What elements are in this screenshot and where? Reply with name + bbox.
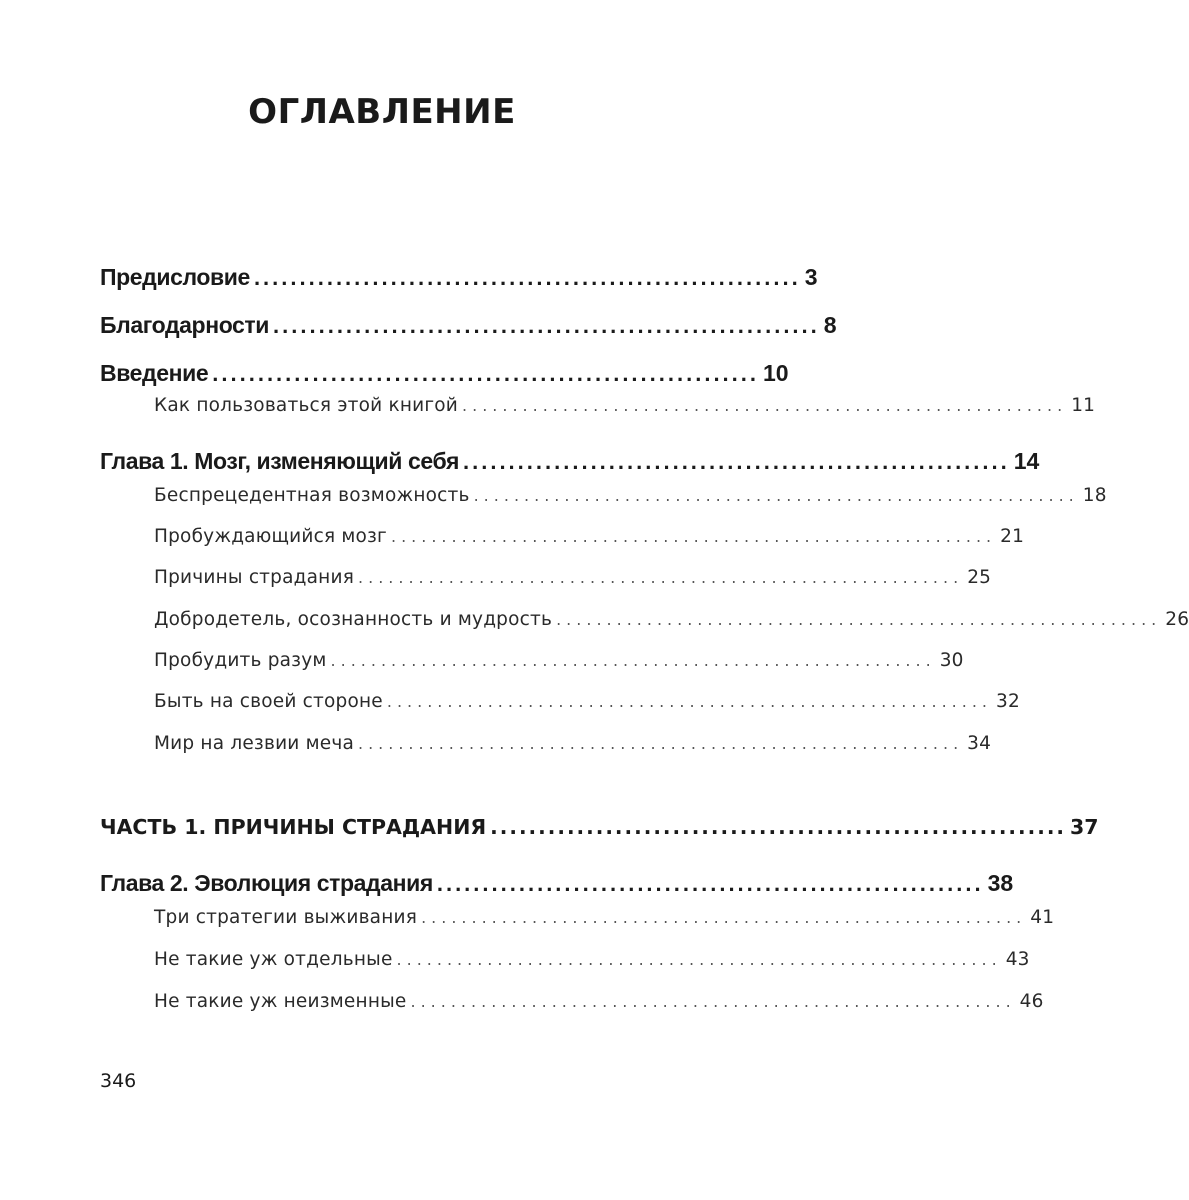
toc-entry-title: Глава 1. Мозг, изменяющий себя <box>100 448 459 474</box>
toc-leader-dots: ............................................................ <box>556 610 1162 629</box>
toc-entry-page: 32 <box>996 691 1020 712</box>
toc-entry-page: 30 <box>939 650 964 671</box>
toc-leader-dots: ............................................................ <box>473 486 1079 505</box>
toc-leader-dots: ............................................................ <box>330 651 936 670</box>
toc-entry-preface[interactable] <box>100 264 818 296</box>
toc-entry-title: Не такие уж отдельные <box>154 949 393 970</box>
toc-entry-title: Глава 2. Эволюция страдания <box>100 870 433 896</box>
toc-entry-page: 41 <box>1030 907 1055 928</box>
toc-part-1[interactable] <box>100 815 1099 847</box>
toc-entry-acknowledgements[interactable] <box>100 312 837 344</box>
toc-entry-title: Добродетель, осознанность и мудрость <box>154 609 553 630</box>
toc-subentry-how-to-use[interactable] <box>154 395 1096 427</box>
toc-entry-page: 18 <box>1082 485 1107 506</box>
toc-entry-page: 46 <box>1019 991 1044 1012</box>
toc-entry-page: 11 <box>1071 395 1096 416</box>
toc-subentry-three-strategies[interactable] <box>154 907 1055 939</box>
toc-subentry-not-so-permanent[interactable] <box>154 991 1044 1023</box>
toc-subentry-virtue-mindfulness-wisdom[interactable] <box>154 609 1189 641</box>
toc-leader-dots: ............................................................ <box>358 734 964 753</box>
toc-subentry-be-on-your-side[interactable] <box>154 691 1020 723</box>
toc-leader-dots: ............................................................ <box>212 361 760 386</box>
toc-entry-title: Быть на своей стороне <box>154 691 383 712</box>
toc-leader-dots: ............................................................ <box>358 568 964 587</box>
toc-leader-dots: ............................................................ <box>462 396 1068 415</box>
toc-subentry-awaken-mind[interactable] <box>154 650 964 682</box>
toc-entry-page: 25 <box>967 567 992 588</box>
toc-leader-dots: ............................................................ <box>253 265 801 290</box>
toc-subentry-not-so-separate[interactable] <box>154 949 1030 981</box>
toc-entry-title: Три стратегии выживания <box>154 907 418 928</box>
toc-entry-title: Не такие уж неизменные <box>154 991 407 1012</box>
toc-entry-title: Беспрецедентная возможность <box>154 485 470 506</box>
toc-entry-page: 21 <box>1000 526 1025 547</box>
toc-entry-title: ЧАСТЬ 1. ПРИЧИНЫ СТРАДАНИЯ <box>100 815 487 839</box>
toc-leader-dots: ............................................................ <box>490 815 1067 839</box>
toc-entry-page: 3 <box>804 264 818 290</box>
toc-leader-dots: ............................................................ <box>410 992 1016 1011</box>
toc-leader-dots: ............................................................ <box>273 313 820 338</box>
toc-entry-page: 43 <box>1005 949 1030 970</box>
toc-entry-chapter-1[interactable] <box>100 448 1040 480</box>
toc-entry-title: Как пользоваться этой книгой <box>154 395 459 416</box>
toc-entry-title: Благодарности <box>100 312 270 338</box>
toc-entry-page: 10 <box>763 360 789 386</box>
toc-entry-chapter-2[interactable] <box>100 870 1014 902</box>
toc-subentry-awakening-brain[interactable] <box>154 526 1025 558</box>
toc-leader-dots: ............................................................ <box>421 908 1027 927</box>
toc-leader-dots: ............................................................ <box>390 527 997 546</box>
toc-entry-page: 38 <box>987 870 1014 896</box>
toc-entry-title: Причины страдания <box>154 567 355 588</box>
toc-entry-page: 34 <box>967 733 992 754</box>
toc-entry-title: Мир на лезвии меча <box>154 733 354 754</box>
page-number: 346 <box>100 1070 137 1092</box>
page-title: ОГЛАВЛЕНИЕ <box>248 92 516 132</box>
toc-leader-dots: ............................................................ <box>386 692 993 711</box>
toc-leader-dots: ............................................................ <box>396 950 1002 969</box>
toc-entry-title: Пробудить разум <box>154 650 327 671</box>
toc-entry-page: 8 <box>823 312 837 338</box>
toc-entry-page: 14 <box>1013 448 1040 474</box>
toc-entry-page: 26 <box>1165 609 1189 630</box>
toc-subentry-causes-of-suffering[interactable] <box>154 567 992 599</box>
toc-subentry-unprecedented-opportunity[interactable] <box>154 485 1107 517</box>
toc-entry-title: Предисловие <box>100 264 250 290</box>
toc-entry-page: 37 <box>1070 815 1099 839</box>
toc-entry-title: Введение <box>100 360 209 386</box>
toc-entry-title: Пробуждающийся мозг <box>154 526 387 547</box>
toc-entry-introduction[interactable] <box>100 360 789 392</box>
toc-leader-dots: ............................................................ <box>436 871 984 896</box>
toc-leader-dots: ............................................................ <box>463 449 1010 474</box>
toc-subentry-peace-on-blade[interactable] <box>154 733 992 765</box>
